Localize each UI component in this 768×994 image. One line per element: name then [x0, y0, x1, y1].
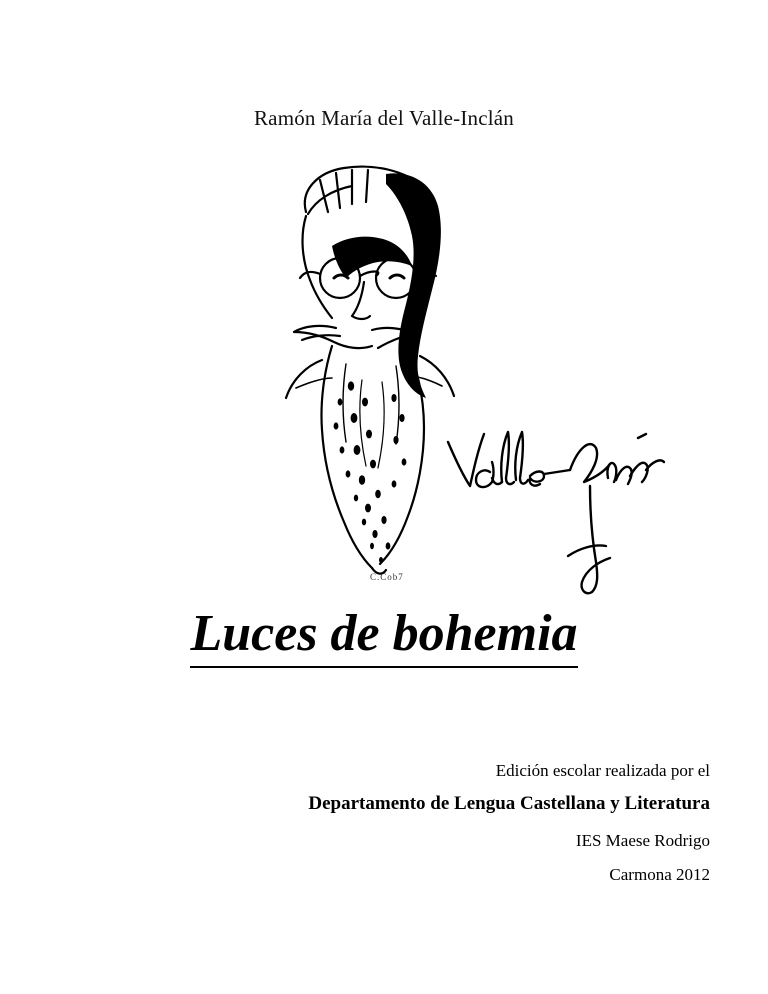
- artist-mark: C.Cob7: [370, 572, 404, 582]
- author-signature: [440, 420, 670, 620]
- book-title-text: Luces de bohemia: [190, 604, 577, 668]
- colophon-line-department: Departamento de Lengua Castellana y Literatura: [308, 793, 710, 815]
- colophon-line-school: IES Maese Rodrigo: [575, 830, 710, 850]
- author-name: Ramón María del Valle-Inclán: [253, 106, 515, 130]
- book-title: [0, 604, 768, 668]
- signature-drawing: [440, 420, 670, 620]
- colophon-line-edition: Edición escolar realizada por el: [495, 761, 710, 780]
- colophon: [230, 758, 710, 888]
- beard-texture: [334, 381, 407, 563]
- colophon-line-place-year: Carmona 2012: [609, 864, 710, 884]
